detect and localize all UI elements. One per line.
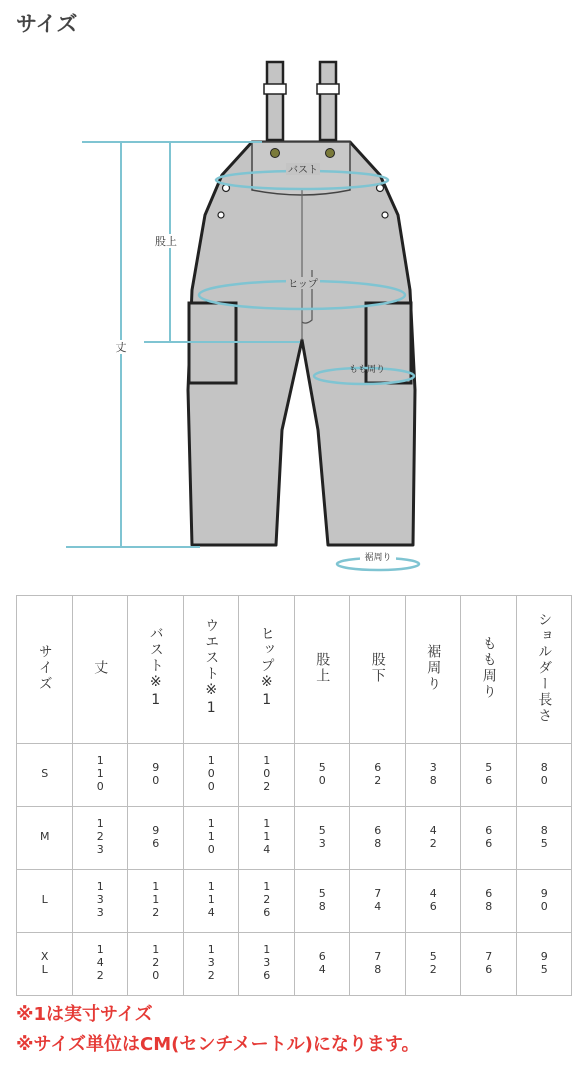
strap-left bbox=[264, 62, 286, 140]
table-cell: 56 bbox=[461, 744, 517, 807]
header-size: サイズ bbox=[17, 596, 73, 744]
notes bbox=[16, 1000, 419, 1060]
table-cell: 78 bbox=[350, 933, 406, 996]
size-table bbox=[16, 595, 572, 996]
table-cell: 76 bbox=[461, 933, 517, 996]
header-bust: バスト※1 bbox=[128, 596, 184, 744]
table-cell: 123 bbox=[73, 807, 128, 870]
table-cell: M bbox=[17, 807, 73, 870]
header-inseam: 股下 bbox=[350, 596, 406, 744]
side-button-right-2 bbox=[382, 212, 388, 218]
side-button-left-2 bbox=[218, 212, 224, 218]
table-cell: 66 bbox=[461, 807, 517, 870]
header-hem: 裾周り bbox=[406, 596, 461, 744]
table-cell: 114 bbox=[184, 870, 239, 933]
header-hip: ヒップ※1 bbox=[239, 596, 295, 744]
table-cell: 120 bbox=[128, 933, 184, 996]
table-cell: 126 bbox=[239, 870, 295, 933]
thigh-label: もも周り bbox=[348, 365, 386, 375]
header-shoulder: ショルダー長さ bbox=[517, 596, 572, 744]
table-cell: 112 bbox=[128, 870, 184, 933]
table-cell: XL bbox=[17, 933, 73, 996]
table-cell: 136 bbox=[239, 933, 295, 996]
table-cell: 100 bbox=[184, 744, 239, 807]
table-cell: 52 bbox=[406, 933, 461, 996]
page-title: サイズ bbox=[16, 12, 78, 36]
table-cell: 74 bbox=[350, 870, 406, 933]
table-cell: 90 bbox=[517, 870, 572, 933]
table-cell: 68 bbox=[350, 807, 406, 870]
button-right bbox=[326, 149, 335, 158]
table-cell: 90 bbox=[128, 744, 184, 807]
table-cell: 50 bbox=[295, 744, 350, 807]
table-cell: 80 bbox=[517, 744, 572, 807]
table-cell: 95 bbox=[517, 933, 572, 996]
table-cell: 110 bbox=[73, 744, 128, 807]
table-cell: 46 bbox=[406, 870, 461, 933]
table-row bbox=[17, 807, 572, 870]
header-thigh: もも周り bbox=[461, 596, 517, 744]
header-length: 丈 bbox=[73, 596, 128, 744]
table-cell: 96 bbox=[128, 807, 184, 870]
table-cell: 58 bbox=[295, 870, 350, 933]
table-cell: 38 bbox=[406, 744, 461, 807]
table-cell: 142 bbox=[73, 933, 128, 996]
table-row bbox=[17, 933, 572, 996]
rise-label: 股上 bbox=[155, 235, 177, 248]
table-cell: S bbox=[17, 744, 73, 807]
table-cell: 64 bbox=[295, 933, 350, 996]
table-cell: L bbox=[17, 870, 73, 933]
table-cell: 68 bbox=[461, 870, 517, 933]
length-label: 丈 bbox=[115, 341, 127, 354]
table-cell: 110 bbox=[184, 807, 239, 870]
header-rise: 股上 bbox=[295, 596, 350, 744]
header-waist: ウエスト※1 bbox=[184, 596, 239, 744]
table-cell: 85 bbox=[517, 807, 572, 870]
table-cell: 132 bbox=[184, 933, 239, 996]
table-cell: 114 bbox=[239, 807, 295, 870]
note-actual-size: ※1は実寸サイズ bbox=[16, 1004, 153, 1025]
side-button-right bbox=[377, 185, 384, 192]
overall-measurement-diagram bbox=[0, 40, 584, 580]
hip-label: ヒップ bbox=[288, 279, 318, 290]
hem-label: 裾周り bbox=[364, 553, 392, 563]
bust-label: バスト bbox=[288, 165, 318, 176]
button-left bbox=[271, 149, 280, 158]
table-cell: 53 bbox=[295, 807, 350, 870]
table-cell: 42 bbox=[406, 807, 461, 870]
table-header-row bbox=[17, 596, 572, 744]
table-row bbox=[17, 744, 572, 807]
table-row bbox=[17, 870, 572, 933]
note-unit: ※サイズ単位はCM(センチメートル)になります。 bbox=[16, 1034, 420, 1055]
table-cell: 102 bbox=[239, 744, 295, 807]
strap-right bbox=[317, 62, 339, 140]
table-cell: 133 bbox=[73, 870, 128, 933]
table-cell: 62 bbox=[350, 744, 406, 807]
